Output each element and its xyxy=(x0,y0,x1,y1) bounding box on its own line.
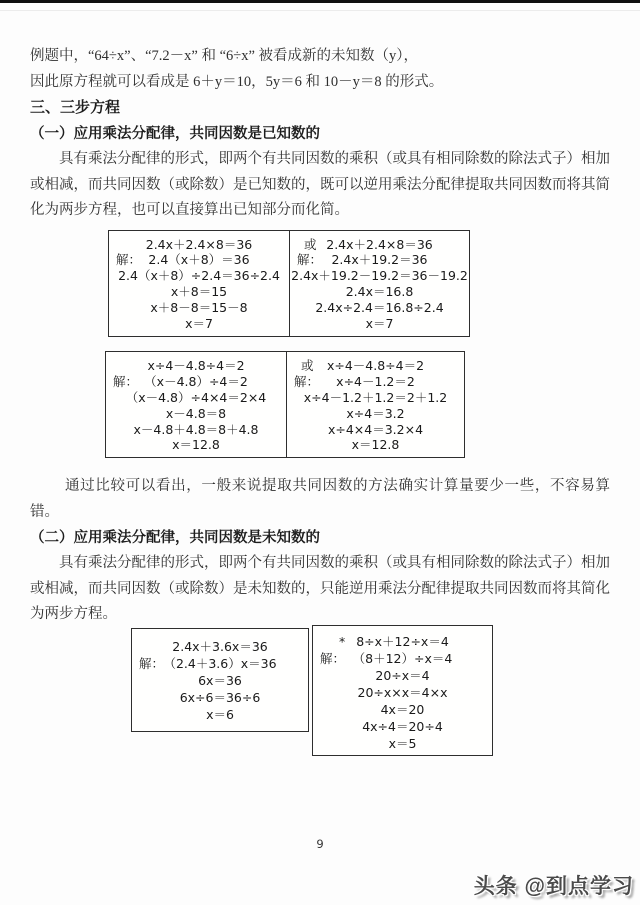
equation-prefix: 解： xyxy=(297,252,323,268)
equation-text: x÷4×4＝3.2×4 xyxy=(327,421,424,437)
equation-line xyxy=(313,718,492,735)
intro-line-1: 例题中，“64÷x”、“7.2－x” 和 “6÷x” 被看成新的未知数（y）， xyxy=(30,48,419,64)
equation-text: x－4.8＝8 xyxy=(165,405,227,421)
equation-text: 8÷x＋12÷x＝4 xyxy=(356,633,449,649)
equation-line xyxy=(290,316,469,332)
equation-prefix: 或 xyxy=(304,236,317,252)
equation-text: （x－4.8）÷4＝2 xyxy=(144,373,248,389)
equation-text: x＋8＝15 xyxy=(170,284,228,300)
equation-line xyxy=(287,437,464,453)
equation-text: x＝12.8 xyxy=(351,437,400,453)
equation-text: 4x＝20 xyxy=(380,701,425,717)
equation-text: 6x＝36 xyxy=(198,672,242,688)
equation-text: 2.4x＋2.4×8＝36 xyxy=(145,236,253,252)
page-number: 9 xyxy=(316,837,324,851)
example-table-1 xyxy=(108,230,470,337)
equation-text: x－4.8＋4.8＝8＋4.8 xyxy=(133,421,259,437)
equation-line xyxy=(106,374,286,390)
example1-left-column xyxy=(109,231,290,336)
intro-line-2: 因此原方程就可以看成是 6＋y＝10，5y＝6 和 10－y＝8 的形式。 xyxy=(30,73,444,90)
equation-line xyxy=(109,316,289,332)
equation-text: x＝6 xyxy=(206,706,234,722)
equation-prefix: 解： xyxy=(139,655,165,671)
equation-text: 20÷x＝4 xyxy=(375,667,430,683)
equation-text: （8＋12）÷x＝4 xyxy=(352,650,453,666)
equation-line xyxy=(287,374,464,390)
equation-text: x＝5 xyxy=(388,735,417,751)
equation-text: 6x÷6＝36÷6 xyxy=(179,689,261,705)
equation-line xyxy=(106,406,286,422)
equation-line xyxy=(313,667,492,684)
equation-line xyxy=(132,655,308,672)
equation-line xyxy=(132,706,308,723)
equation-prefix: * xyxy=(339,633,346,649)
example3-left-box xyxy=(131,628,309,732)
equation-line xyxy=(290,268,469,284)
equation-text: 2.4（x＋8）÷2.4＝36÷2.4 xyxy=(118,268,280,284)
equation-text: 2.4x＋19.2－19.2＝36－19.2 xyxy=(291,268,468,284)
equation-text: 2.4x＝16.8 xyxy=(345,284,414,300)
equation-text: x÷4－1.2＝2 xyxy=(336,373,415,389)
equation-line xyxy=(290,300,469,316)
equation-text: x÷4－1.2＋1.2＝2＋1.2 xyxy=(303,389,448,405)
equation-line xyxy=(106,358,286,374)
equation-text: 2.4x＋19.2＝36 xyxy=(331,252,428,268)
equation-line xyxy=(313,701,492,718)
equation-line xyxy=(290,252,469,268)
equation-text: （2.4＋3.6）x＝36 xyxy=(163,655,277,671)
equation-line xyxy=(109,237,289,253)
equation-prefix: 或 xyxy=(301,357,314,373)
equation-line xyxy=(287,406,464,422)
subsection1-body: 具有乘法分配律的形式，即两个有共同因数的乘积（或具有相同除数的除法式子）相加或相减，而共同因数（或除数）是已知数的，既可以逆用乘法分配律提取共同因数而将其简化为两步方程，也可以直接算出已知部分而化简。 xyxy=(30,151,610,218)
comparison-paragraph: 通过比较可以看出，一般来说提取共同因数的方法确实计算量要少一些，不容易算错。 xyxy=(30,478,610,520)
equation-text: 2.4（x＋8）＝36 xyxy=(148,252,250,268)
equation-text: x÷4－4.8÷4＝2 xyxy=(147,357,245,373)
equation-line xyxy=(287,390,464,406)
equation-text: 20÷x×x＝4×x xyxy=(357,684,448,700)
equation-line xyxy=(287,422,464,438)
section-title: 三、三步方程 xyxy=(30,100,121,116)
example3-right-box xyxy=(312,625,493,756)
equation-line xyxy=(109,284,289,300)
watermark: 头条 @到点学习 xyxy=(473,875,634,898)
equation-line xyxy=(287,358,464,374)
equation-text: 2.4x÷2.4＝16.8÷2.4 xyxy=(315,300,444,316)
equation-prefix: 解： xyxy=(113,373,139,389)
equation-line xyxy=(109,252,289,268)
equation-prefix: 解： xyxy=(116,252,142,268)
equation-text: 2.4x＋3.6x＝36 xyxy=(172,638,268,654)
equation-line xyxy=(109,268,289,284)
equation-line xyxy=(106,390,286,406)
equation-line xyxy=(313,633,492,650)
subsection2-heading: （二）应用乘法分配律，共同因数是未知数的 xyxy=(30,530,320,547)
equation-line xyxy=(132,672,308,689)
equation-prefix: 解： xyxy=(320,650,346,666)
equation-line xyxy=(313,735,492,752)
equation-text: x＝7 xyxy=(365,316,394,332)
equation-text: x＝12.8 xyxy=(172,437,220,453)
equation-line xyxy=(109,300,289,316)
top-hairline xyxy=(0,10,640,11)
equation-text: x＋8－8＝15－8 xyxy=(150,300,248,316)
equation-line xyxy=(313,650,492,667)
equation-line xyxy=(313,684,492,701)
equation-line xyxy=(290,237,469,253)
example2-right-column xyxy=(287,352,464,457)
equation-line xyxy=(132,638,308,655)
example-3-boxes xyxy=(131,628,610,756)
equation-text: x＝7 xyxy=(185,316,213,332)
equation-text: 2.4x＋2.4×8＝36 xyxy=(326,236,433,252)
equation-text: （x－4.8）÷4×4＝2×4 xyxy=(125,389,267,405)
equation-line xyxy=(290,284,469,300)
equation-line xyxy=(132,689,308,706)
subsection1-heading: （一）应用乘法分配律，共同因数是已知数的 xyxy=(30,126,320,142)
example1-right-column xyxy=(290,231,469,336)
equation-text: x÷4－4.8÷4＝2 xyxy=(326,357,425,373)
equation-text: x÷4＝3.2 xyxy=(346,405,405,421)
equation-prefix: 解： xyxy=(294,373,320,389)
top-border-bar xyxy=(0,0,640,3)
subsection2-body: 具有乘法分配律的形式，即两个有共同因数的乘积（或具有相同除数的除法式子）相加或相减，而共同因数（或除数）是未知数的，只能逆用乘法分配律提取共同因数而将其简化为两步方程。 xyxy=(30,555,610,623)
intro-paragraph xyxy=(30,44,610,95)
equation-text: 4x÷4＝20÷4 xyxy=(362,718,443,734)
equation-line xyxy=(106,437,286,453)
example2-left-column xyxy=(106,352,287,457)
equation-line xyxy=(106,422,286,438)
example-table-2 xyxy=(105,351,465,458)
